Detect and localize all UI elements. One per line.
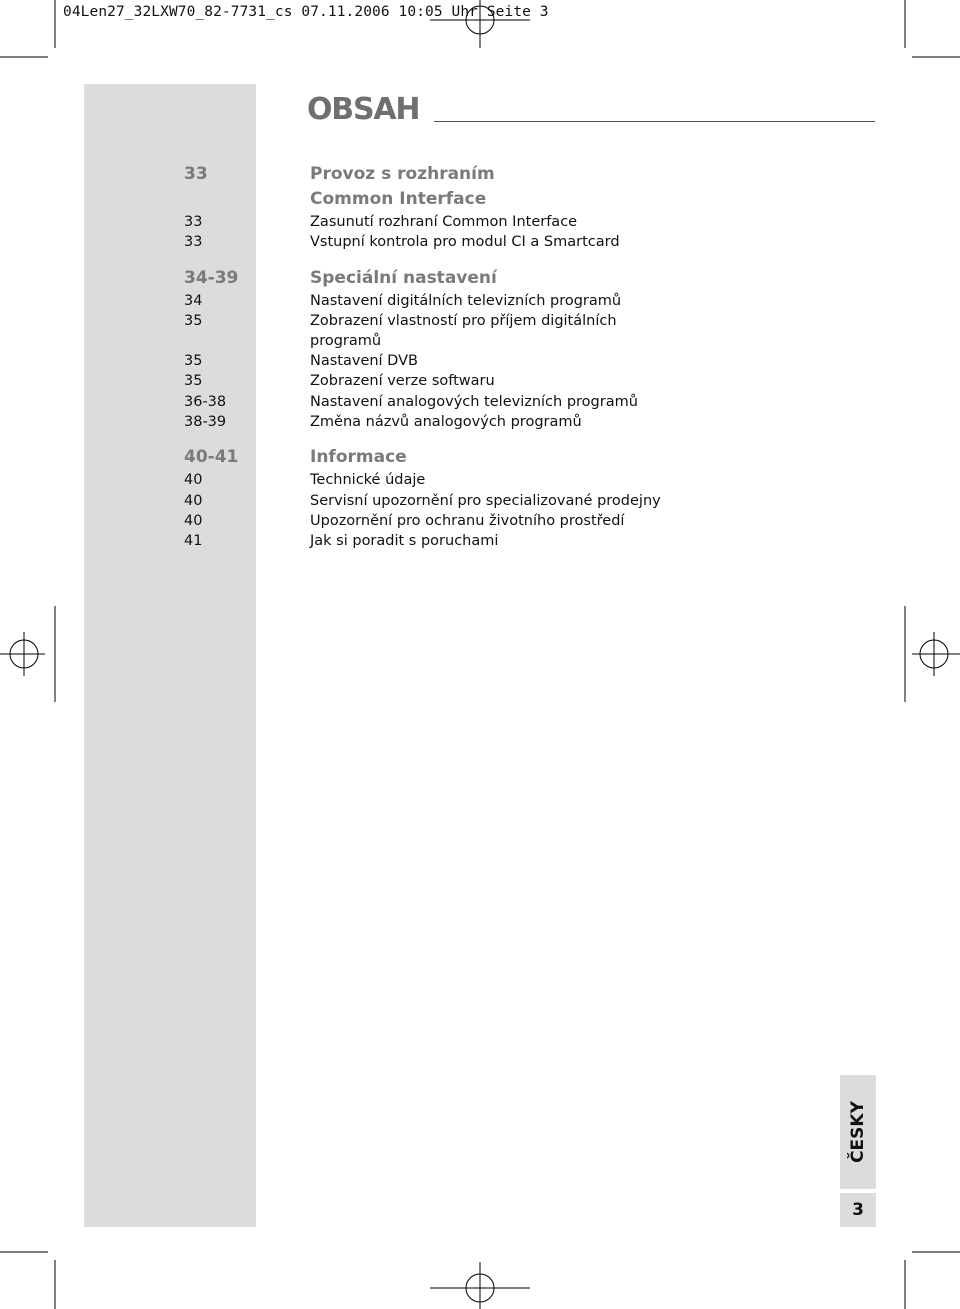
toc-page-number: 35 bbox=[184, 313, 203, 329]
toc-section-heading: Common Interface bbox=[310, 189, 487, 209]
toc-entry: Zobrazení vlastností pro příjem digitálních bbox=[310, 313, 617, 329]
toc-page-number: 33 bbox=[184, 214, 203, 230]
toc-entry: Technické údaje bbox=[310, 472, 426, 488]
toc-page-number: 38-39 bbox=[184, 414, 227, 430]
toc-page-number: 33 bbox=[184, 234, 203, 250]
toc-section-heading: Informace bbox=[310, 447, 407, 467]
toc-entry: Nastavení DVB bbox=[310, 353, 418, 369]
toc-page-number: 40 bbox=[184, 513, 203, 529]
toc-page-number: 36-38 bbox=[184, 394, 227, 410]
toc-entry: Nastavení digitálních televizních programů bbox=[310, 293, 622, 309]
toc-page-number: 41 bbox=[184, 533, 203, 549]
toc-page-number: 35 bbox=[184, 353, 203, 369]
page-number: 3 bbox=[840, 1193, 876, 1227]
toc-entry: Vstupní kontrola pro modul CI a Smartcard bbox=[310, 234, 620, 250]
toc-entry: Zasunutí rozhraní Common Interface bbox=[310, 214, 578, 230]
toc-page-number: 33 bbox=[184, 164, 208, 184]
toc-entry: Změna názvů analogových programů bbox=[310, 414, 582, 430]
language-label: ČESKY bbox=[848, 1101, 868, 1163]
toc-page-number: 40 bbox=[184, 472, 203, 488]
toc-entry: programů bbox=[310, 333, 382, 349]
toc-entry: Zobrazení verze softwaru bbox=[310, 373, 495, 389]
toc-section-heading: Provoz s rozhraním bbox=[310, 164, 495, 184]
page-title: OBSAH bbox=[307, 92, 420, 127]
toc-page-number: 40-41 bbox=[184, 447, 239, 467]
toc-entry: Servisní upozornění pro specializované prodejny bbox=[310, 493, 661, 509]
toc-section-heading: Speciální nastavení bbox=[310, 268, 497, 288]
toc-page-number: 34-39 bbox=[184, 268, 239, 288]
toc-entry: Upozornění pro ochranu životního prostředí bbox=[310, 513, 625, 529]
toc-page-number: 40 bbox=[184, 493, 203, 509]
toc-entry: Jak si poradit s poruchami bbox=[310, 533, 499, 549]
toc-page-number: 34 bbox=[184, 293, 203, 309]
toc-entry: Nastavení analogových televizních programů bbox=[310, 394, 638, 410]
toc-page-number: 35 bbox=[184, 373, 203, 389]
print-slug: 04Len27_32LXW70_82-7731_cs 07.11.2006 10:05 Uhr Seite 3 bbox=[63, 4, 549, 20]
